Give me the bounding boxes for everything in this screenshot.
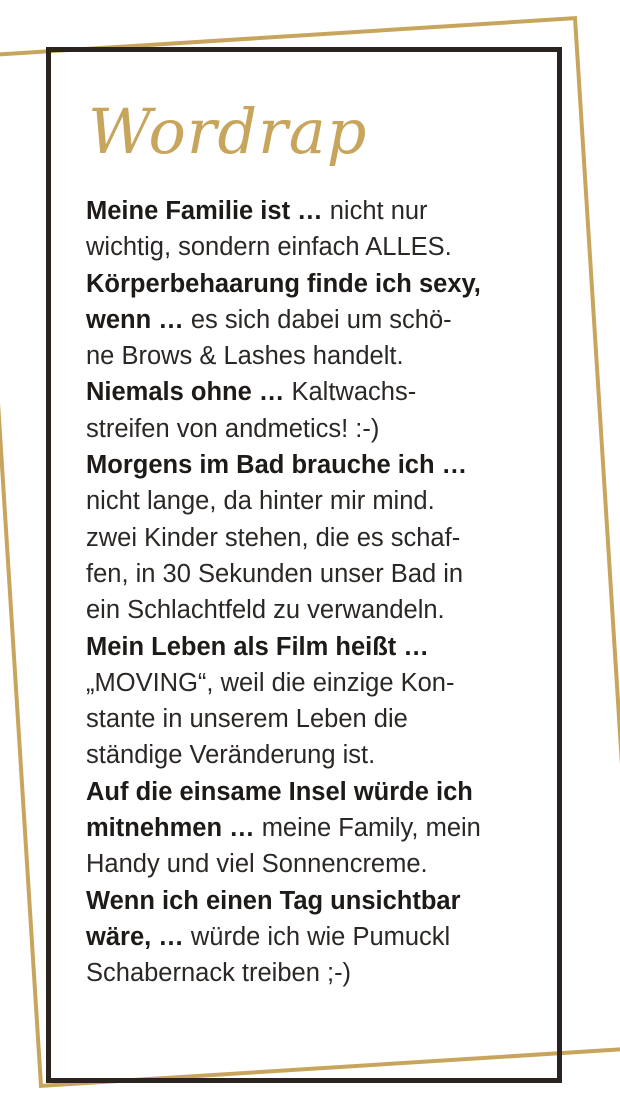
question-bold: wäre, … (86, 922, 184, 951)
text-line (86, 338, 538, 374)
question-bold: mitnehmen … (86, 814, 255, 843)
text-line (86, 737, 538, 773)
text-line (86, 955, 538, 991)
question-bold: Auf die einsame Insel würde ich (86, 777, 473, 806)
text-line (86, 411, 538, 447)
text-line (86, 701, 538, 737)
question-bold: Meine Familie ist … (86, 197, 323, 225)
answer-text: nicht lange, da hinter mir mind. (86, 487, 435, 516)
text-line (86, 483, 538, 519)
answer-text: „MOVING“, weil die einzige Kon- (86, 668, 455, 697)
answer-text: zwei Kinder stehen, die es schaf- (86, 523, 461, 552)
text-line (86, 810, 538, 846)
answer-text: ne Brows & Lashes handelt. (86, 342, 404, 371)
answer-text: Schabernack treiben ;-) (86, 959, 352, 988)
answer-text: würde ich wie Pumuckl (183, 922, 451, 951)
wordrap-text-block (86, 193, 538, 992)
answer-text: meine Family, mein (254, 814, 481, 843)
question-bold: Wenn ich einen Tag unsichtbar (86, 886, 461, 915)
text-line (86, 266, 538, 302)
question-bold: Mein Leben als Film heißt … (86, 632, 429, 661)
text-line (86, 447, 538, 483)
text-line (86, 302, 538, 338)
text-line (86, 193, 538, 229)
text-line (86, 919, 538, 955)
text-line (86, 665, 538, 701)
answer-text: fen, in 30 Sekunden unser Bad in (86, 559, 464, 588)
text-line (86, 520, 538, 556)
answer-text: ständige Veränderung ist. (86, 741, 376, 770)
text-line (86, 556, 538, 592)
answer-text: Kaltwachs- (284, 378, 417, 407)
answer-text: streifen von andmetics! :-) (86, 414, 380, 443)
answer-text: es sich dabei um schö- (183, 305, 452, 334)
text-line (86, 846, 538, 882)
wordrap-title: Wordrap (88, 95, 368, 168)
answer-text: Handy und viel Sonnencreme. (86, 850, 428, 879)
answer-text: nicht nur (322, 197, 428, 225)
text-line (86, 883, 538, 919)
answer-text: wichtig, sondern einfach ALLES. (86, 233, 452, 262)
answer-text: stante in unserem Leben die (86, 705, 408, 734)
text-line (86, 592, 538, 628)
answer-text: ein Schlachtfeld zu verwandeln. (86, 596, 445, 625)
text-line (86, 774, 538, 810)
question-bold: Körperbehaarung finde ich sexy, (86, 269, 481, 298)
text-line (86, 229, 538, 265)
question-bold: Morgens im Bad brauche ich … (86, 451, 468, 480)
question-bold: Niemals ohne … (86, 378, 285, 407)
question-bold: wenn … (86, 305, 184, 334)
text-line (86, 374, 538, 410)
text-line (86, 629, 538, 665)
